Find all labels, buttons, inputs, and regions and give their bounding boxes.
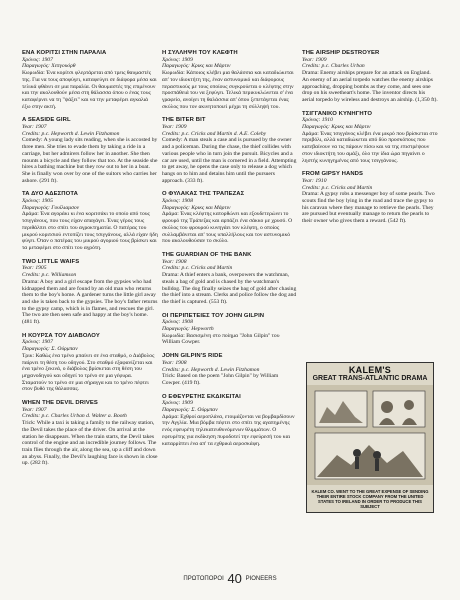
entry-title: WHEN THE DEVIL DRIVES	[22, 400, 98, 407]
entry-credits: Παραγωγός: Hepworth	[162, 326, 214, 333]
entry	[162, 117, 298, 184]
entry-credits: Παραγωγός: Κρικς και Μάρτιν	[302, 124, 371, 131]
entry-credits: Credits: p.c. Hepworth d. Lewin Fitzhamon	[162, 366, 260, 373]
entry	[302, 111, 438, 165]
column-2	[162, 50, 298, 454]
entry-body: Trick: While a taxi is taking a family to the railway station, the Devil takes the place of the driver. On arrival at the station he disappears. When the train starts, the Devil takes control of the engine and an incredible journey follows. The train flies through the air, along the sea, up a cliff and down an abyss. Finally, the Devil's laughing face is shown in close up. (282 ft).	[22, 420, 158, 467]
entry-title: THE GUARDIAN OF THE BANK	[162, 251, 252, 258]
poster-illustration	[307, 385, 433, 485]
entry-body: Drama: A gypsy robs a messenger boy of some pearls. Two scouts find the boy lying in the road and trace the gypsy to his caravan where they manage to retrieve the pearls. They are pursued but eventually manage to return the pearls to their owner who gives them a reward. (542 ft).	[302, 191, 435, 225]
entry-year: Χρόνος: 1910	[302, 117, 333, 124]
entry-credits: Credits: p.c. Charles Urban	[302, 63, 365, 70]
entry-credits: Παραγωγός: Κρικς και Μάρτιν	[162, 204, 231, 211]
entry-credits: Παραγωγός: Κρικς και Μάρτιν	[162, 63, 231, 70]
footer-left-label: ΠΡΩΤΟΠΟΡΟΙ	[183, 576, 224, 583]
footer-right-label: PIONEERS	[245, 576, 277, 583]
entry-credits: Παραγωγός: Χεπγουόρθ	[22, 63, 76, 70]
entry-title: THE AIRSHIP DESTROYER	[302, 50, 380, 56]
entry	[302, 50, 438, 104]
poster-title: KALEM'S	[348, 365, 392, 375]
entry	[302, 171, 438, 225]
entry-credits: Credits: p.c. Cricks and Martin	[162, 265, 233, 272]
entry-year: Χρόνος: 1907	[22, 339, 53, 346]
entry	[22, 259, 158, 326]
entry	[162, 394, 298, 448]
entry-title: ΕΝΑ ΚΟΡΙΤΣΙ ΣΤΗΝ ΠΑΡΑΛΙΑ	[22, 50, 107, 56]
entry-credits: Παραγωγός: Σ. Ούρμπαν	[22, 346, 78, 353]
entry-title: Η ΣΥΛΛΗΨΗ ΤΟΥ ΚΛΕΦΤΗ	[162, 50, 238, 56]
entry-year: Year: 1907	[22, 124, 47, 131]
entry	[162, 50, 298, 110]
entry-title: Ο ΦΥΛΑΚΑΣ ΤΗΣ ΤΡΑΠΕΖΑΣ	[162, 191, 245, 198]
entry-title: FROM GIPSY HANDS	[302, 171, 364, 178]
entry-year: Year: 1909	[162, 124, 187, 131]
entry	[22, 333, 158, 393]
column-1	[22, 50, 158, 474]
entry-credits: Credits: p.c. Cricks and Martin d. A.E. Coleby	[162, 130, 267, 137]
entry	[162, 313, 298, 347]
film-poster-image	[306, 362, 434, 513]
entry-body: Δράμα: Εχθροί αεροπλάνα, ετοιμάζονται να βομβαρδίσουν την Αγγλία. Μια βόμβα πέφτει στο σπίτι της αγαπημένης ενός εφευρέτη τηλεκατευθυνόμενων θλιμμάτων. Ο εφευρέτης για εκδίκηση πυροδοτεί την εφεύρεσή του και καταρρίπτει ένα απ' τα εχθρικά αεροσκάφη.	[162, 413, 295, 447]
entry-title: Ο ΕΦΕΥΡΕΤΗΣ ΕΚΔΙΚΕΙΤΑΙ	[162, 393, 241, 400]
entry-credits: Credits: p.c. Williamson	[22, 272, 77, 279]
entry-credits: Παραγωγός: Γουϊλιαμσον	[22, 204, 80, 211]
entry-body: Drama: Enemy airships prepare for an attack on England. An enemy of an aerial torpedo watches the enemy airships approaching, dropping bombs as they come, and sees one drop on his sweetheart's home. The inventor directs his aerial torpedo by wireless and destroys an airship. (1,350 ft).	[302, 70, 438, 103]
entry-body: Τρικ: Καθώς ένα τρένο μπαίνει σε ένα σταθμό, ο Διάβολος παίρνει τη θέση του οδηγού. Στο σταθμό εξαφανίζεται και ένα τρένο ξεκινά, ο διάβολος βρίσκεται στη θέση του μηχανοδηγού και οδηγεί το τρένο σε μια γέφυρα. Σταματούν το τρένο σε μια σήραγγα και το τρένο πέφτει στον βυθό της θάλασσας.	[22, 352, 155, 393]
entry	[22, 400, 158, 467]
poster-caption: KALEM CO. WENT TO THE GREAT EXPENSE OF SENDING THEIR ENTIRE STOCK COMPANY FROM THE UNITED STATES TO IRELAND IN ORDER TO PRODUCE THIS SUBJECT	[311, 489, 429, 509]
entry	[22, 50, 158, 110]
entry-year: Year: 1908	[162, 258, 187, 265]
entry-title: ΟΙ ΠΕΡΙΠΕΤΕΙΕΣ ΤΟΥ JOHN GILPIN	[162, 312, 265, 319]
page-number: 40	[227, 571, 242, 586]
entry-title: ΤΣΙΓΓΑΝΙΚΟ ΚΥΝΗΓΗΤΟ	[302, 110, 373, 117]
entry-body: Drama: A thief enters a bank, overpowers the watchman, steals a bag of gold and is chased by the watchman's bulldog. The dog finally seizes the bag of gold after chasing the thief into a stream. Clerks and police follow the dog and the thief is captured. (553 ft).	[162, 272, 297, 305]
entry-year: Year: 1905	[22, 265, 47, 272]
entry-year: Χρόνος: 1907	[22, 56, 53, 63]
entry-title: Η ΚΟΥΡΣΑ ΤΟΥ ΔΙΑΒΟΛΟΥ	[22, 332, 100, 339]
entry	[162, 353, 298, 387]
entry	[162, 191, 298, 245]
entry-title: THE BITER BIT	[162, 117, 206, 124]
entry-body: Δράμα: Ένα αγοράκι κι ένα κοριτσάκι το οποίο από τους τσιγγάνους, που τους είχαν απαγάγει. Ένας γέρος τους περιθάλπει στο σπίτι του αγροκτηματία. Ο πατέρας του μικρού κοριτσιού εντοπίζει τους τσιγγάνους, αλλά είχαν ήδη φύγει. Όταν ο πατέρας του μικρού αγοριού τους βρίσκει και τα μεταφέρει στο σπίτι του αγρότη.	[22, 211, 158, 251]
entry-body: Κωμωδία: Βασισμένη στο ποίημα "John Gilpin" του William Cowper.	[162, 332, 280, 346]
page-footer	[0, 571, 460, 586]
entry-body: Κωμωδία: Κάποιος κλέβει μια θαλάσσια και καταδιώκεται απ' τον ιδιοκτήτη της, έναν αστυνομικό και διάφορους περαστικούς με τους οποίους συγκρούεται ο κλέφτης στην προσπάθειά του να ξεφύγει. Τελικά περικυκλώνεται σ' ένα γραφείο, ανοίγει τη θαλάσσια απ' όπου ξεπετάγεται ένας σκύλος που τον ακινητοποιεί μέχρι τη σύλληψή του.	[162, 70, 294, 110]
entry-title: A SEASIDE GIRL	[22, 117, 71, 124]
entry-year: Year: 1909	[302, 56, 327, 63]
entry-credits: Παραγωγός: Σ. Ούρμπαν	[162, 407, 218, 414]
entry	[22, 191, 158, 251]
entry-body: Drama: A boy and a girl escape from the gypsies who had kidnapped them and are found by an old man who returns them to the boy's home. A gardener turns the little girl away and she is taken back to the gypsies. The boy's father returns to the gypsy camp, which is in flames, and rescues the girl. The two are then seen safe and happy at the boy's home. (481 ft).	[22, 278, 158, 326]
entry-year: Year: 1908	[162, 359, 187, 366]
poster-subtitle: GREAT TRANS-ATLANTIC DRAMA	[312, 375, 428, 382]
entry-year: Χρόνος: 1905	[22, 198, 53, 205]
entry-year: Χρόνος: 1908	[162, 319, 193, 326]
entry-body: Comedy: A man steals a case and is pursued by the owner and a policeman. During the chase, the thief collides with various people who in turn join the pursuit. Bicycles and a car are used, until the man is cornered in a field. Attempting to get away, he opens the case only to release a dog which hangs on to him and detains him until the pursuers approach. (333 ft).	[162, 137, 297, 184]
column-3	[302, 50, 438, 232]
entry-body: Κωμωδία: Ένα κορίτσι φλερτάρεται από τρεις θαυμαστές της. Για να τους αποφύγει, καταφεύγει σε διάφορα μέσα και τελικά φθάνει σε μια παραλία. Οι θαυμαστές της επιμένουν και την ακολουθούν μέσα στη θάλασσα όπου ο ένας τους καταφέρνει να τη "ψάξει" και να την μεταφέρει αγκαλιά έξω στην ακτή.	[22, 70, 157, 110]
entry-title: JOHN GILPIN'S RIDE	[162, 353, 223, 360]
entry-year: Χρόνος: 1909	[162, 400, 193, 407]
entry-body: Trick: Based on the poem "John Gilpin" by William Cowper. (419 ft).	[162, 373, 279, 386]
entry-body: Comedy: A young lady sits reading, when she is accosted by three men. She tries to evade them by taking a ride in a carriage, but her admirers follow her in another. She then mounts a bicycle and they follow that too. At the seaside she hires a bathing machine but they row out to her in a boat. She is finally won over by one of the suitors who carries her ashore. (291 ft).	[22, 137, 158, 184]
entry-title: ΤΑ ΔΥΟ ΑΔΕΣΠΟΤΑ	[22, 191, 78, 198]
entry-credits: Credits: p.c. Hepworth d. Lewin Fitzhamon	[22, 130, 120, 137]
entry-credits: Credits: p.c. Charles Urban d. Walter a. Booth	[22, 413, 127, 420]
entry-credits: Credits: p.c. Cricks and Martin	[302, 184, 373, 191]
entry-title: TWO LITTLE WAIFS	[22, 258, 80, 265]
entry-body: Δράμα: Ένας κλέφτης κατορθώνει και εξουδετερώνει το φρουρό της Τράπεζας και αρπάζει ένα σάκκο με χρυσό. Ο σκύλος του φρουρού κυνηγάει τον κλέφτη, ο οποίος συλλαμβάνεται απ' τους υπαλλήλους και τον αστυνομικό που ακολουθούσαν το σκύλο.	[162, 211, 293, 245]
entry-body: Δράμα: Ένας τσιγγάνος κλέβει ένα μικρό που βρίσκεται στο περιβόλι, αλλά καταδιώκεται από δύο προσκόπους που κατεβαίνουν να τις πάρουν πίσω και να της επιστρέψουν στον ιδιοκτήτη του αμάξι, όλο την ίδια ώρα πηγαίνει ο ληστής κυνηγημένος από τους τσιγγάνους.	[302, 130, 438, 164]
entry-year: Χρόνος: 1908	[162, 198, 193, 205]
entry-year: Year: 1910	[302, 177, 327, 184]
entry	[22, 117, 158, 184]
entry-year: Χρόνος: 1909	[162, 56, 193, 63]
entry	[162, 252, 298, 306]
entry-year: Year: 1907	[22, 406, 47, 413]
